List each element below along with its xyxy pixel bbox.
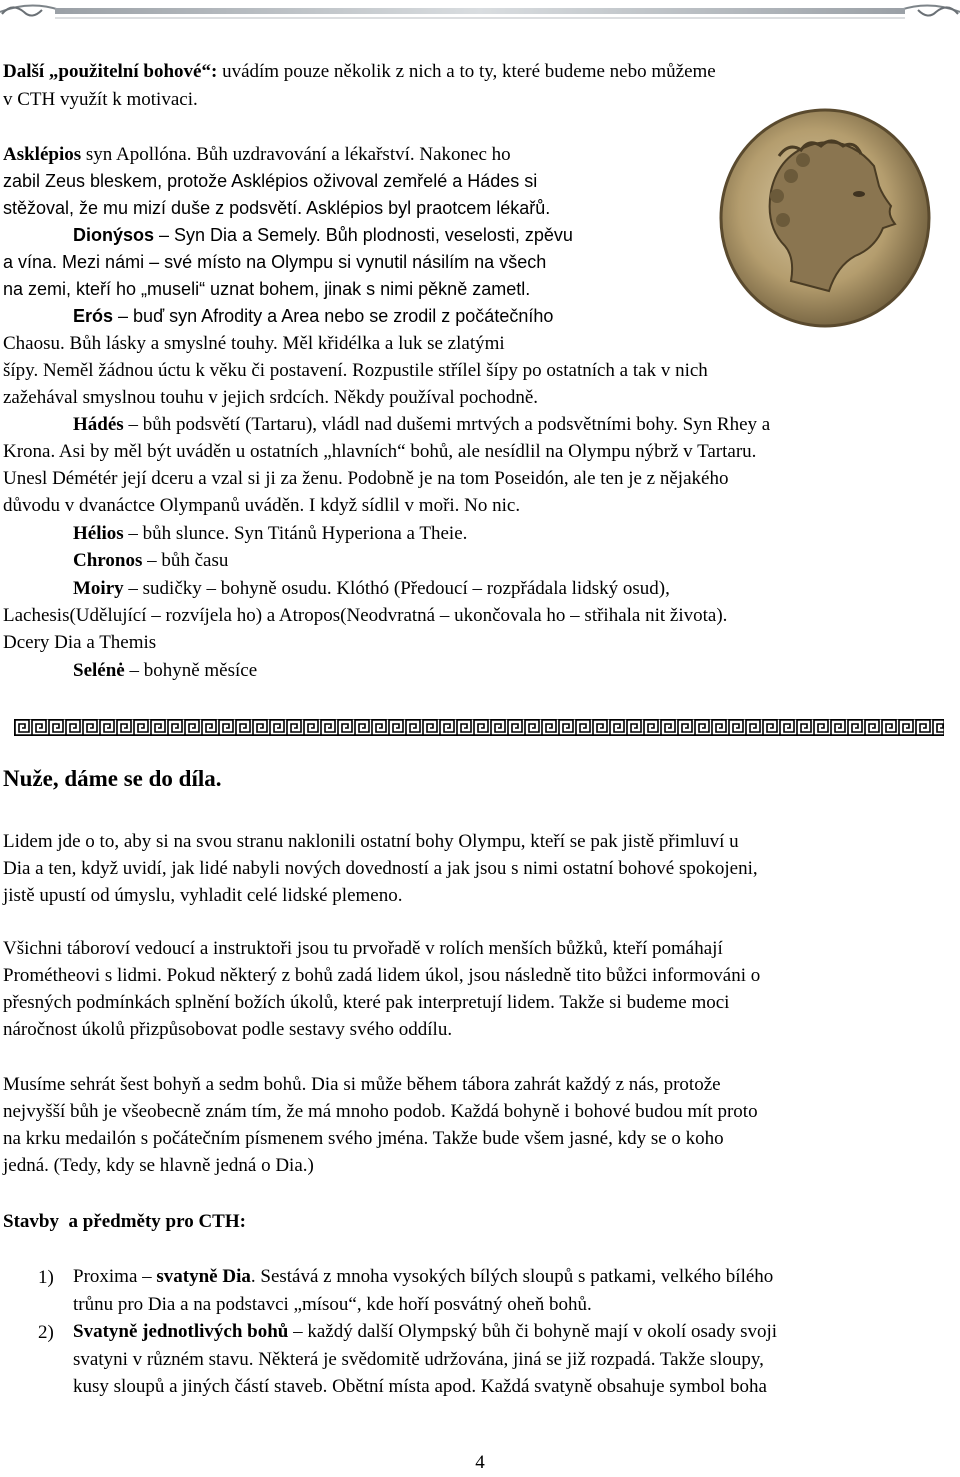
eros-line3: šípy. Neměl žádnou úctu k věku či postavení. Rozpustile střílel šípy po ostatních a tak v nich bbox=[3, 360, 708, 381]
paragraph-line: přesných podmínkách splnění božích úkolů, které pak interpretují lidem. Takže si budeme moci bbox=[3, 992, 730, 1013]
god-name-hades: Hádés bbox=[73, 414, 124, 435]
paragraph-line: jistě upustí od úmyslu, vyhladit celé lidské plemeno. bbox=[3, 885, 403, 906]
selene-line: Selénė – bohyně měsíce bbox=[73, 660, 258, 681]
moiry-line3: Dcery Dia a Themis bbox=[3, 632, 157, 653]
gods-intro-line1: Další „použitelní bohové“: uvádím pouze několik z nich a to ty, které budeme nebo můžeme bbox=[3, 61, 716, 82]
paragraph-line: na krku medailón s počátečním písmenem svého jména. Takže bude všem jasné, kdy se o koho bbox=[3, 1128, 724, 1149]
eros-line2: Chaosu. Bůh lásky a smyslné touhy. Měl křidélka a luk se zlatými bbox=[3, 333, 505, 354]
asklepios-line1: Asklépios syn Apollóna. Bůh uzdravování a lékařství. Nakonec ho bbox=[3, 144, 511, 165]
helios-line: Hélios – bůh slunce. Syn Titánů Hyperiona a Theie. bbox=[73, 523, 468, 544]
god-name-chronos: Chronos bbox=[73, 550, 143, 571]
dionysos-line3: na zemi, kteří ho „museli“ uznat bohem, jinak s nimi pěkně zametl. bbox=[3, 279, 531, 299]
page-number: 4 bbox=[475, 1452, 485, 1473]
paragraph-3 bbox=[3, 1071, 948, 1179]
god-name-dionysos: Dionýsos bbox=[73, 225, 155, 245]
god-name-eros: Erós bbox=[73, 306, 114, 326]
list-item-line: kusy sloupů a jiných částí staveb. Obětní místa apod. Každá svatyně obsahuje symbol boha bbox=[73, 1376, 767, 1397]
paragraph-2 bbox=[3, 935, 948, 1043]
section-heading: Nuže, dáme se do díla. bbox=[3, 766, 222, 791]
chronos-line: Chronos – bůh času bbox=[73, 550, 229, 571]
paragraph-line: Musíme sehrát šest bohyň a sedm bohů. Dia si může během tábora zahrát každý z nás, protože bbox=[3, 1074, 721, 1095]
list-item-line: Proxima – svatyně Dia. Sestává z mnoha vysokých bílých sloupů s patkami, velkého bílého bbox=[73, 1266, 774, 1287]
hades-line2: Krona. Asi by měl být uváděn u ostatních „hlavních“ bohů, ale nesídlil na Olympu nýbrž v Tartaru. bbox=[3, 441, 757, 462]
paragraph-line: Lidem jde o to, aby si na svou stranu naklonili ostatní bohy Olympu, kteří se pak jistě přimluví u bbox=[3, 831, 739, 852]
asklepios-line2: zabil Zeus bleskem, protože Asklépios oživoval zemřelé a Hádes si bbox=[3, 171, 538, 191]
paragraph-line: Prométheovi s lidmi. Pokud některý z bohů zadá lidem úkol, jsou následně tito bůžci informováni o bbox=[3, 965, 761, 986]
greek-meander-divider bbox=[14, 719, 944, 736]
list-item-2 bbox=[73, 1318, 953, 1401]
stavby-heading: Stavby a předměty pro CTH: bbox=[3, 1211, 246, 1232]
paragraph-line: Všichni táboroví vedoucí a instruktoři jsou tu prvořadě v rolích menších bůžků, kteří pomáhají bbox=[3, 938, 723, 959]
hades-line1: Hádés – bůh podsvětí (Tartaru), vládl nad dušemi mrtvých a podsvětními bohy. Syn Rhey a bbox=[73, 414, 771, 435]
list-number-1: 1) bbox=[38, 1267, 54, 1288]
god-name-moiry: Moiry bbox=[73, 578, 124, 599]
paragraph-1 bbox=[3, 828, 948, 909]
coin-portrait-image bbox=[699, 96, 948, 336]
moiry-line1: Moiry – sudičky – bohyně osudu. Klóthó (Předoucí – rozpřádala lidský osud), bbox=[73, 578, 670, 599]
list-item-line: svatyni v různém stavu. Některá je svědomitě udržována, jiná se již rozpadá. Takže sloupy, bbox=[73, 1348, 764, 1370]
gods-intro-line2: v CTH využít k motivaci. bbox=[3, 89, 198, 110]
list-item-line: trůnu pro Dia a na podstavci „mísou“, kde hoří posvátný oheň bohů. bbox=[73, 1293, 592, 1315]
god-name-asklepios: Asklépios bbox=[3, 144, 82, 165]
gods-intro-heading: Další „použitelní bohové“: bbox=[3, 61, 218, 82]
decorative-top-border bbox=[0, 0, 960, 26]
god-name-helios: Hélios bbox=[73, 523, 124, 544]
paragraph-line: jedná. (Tedy, kdy se hlavně jedná o Dia.) bbox=[3, 1155, 314, 1176]
hades-line4: důvodu v dvanáctce Olympanů uváděn. I když sídlil v moři. No nic. bbox=[3, 495, 521, 516]
list-item-1 bbox=[73, 1263, 953, 1318]
eros-line4: zažehával smyslnou touhu v jejich srdcích. Někdy používal pochodně. bbox=[3, 387, 539, 408]
dionysos-line2: a vína. Mezi námi – své místo na Olympu si vynutil násilím na všech bbox=[3, 252, 547, 272]
paragraph-line: Dia a ten, když uvidí, jak lidé nabyli nových dovedností a jak jsou s nimi ostatní bohové spokojeni, bbox=[3, 858, 758, 879]
dionysos-line1: Dionýsos – Syn Dia a Semely. Bůh plodnosti, veselosti, zpěvu bbox=[73, 225, 573, 245]
hades-line3: Unesl Démétér její dceru a vzal si ji za ženu. Podobně je na tom Poseidón, ale ten je z nějakého bbox=[3, 468, 729, 489]
list-number-2: 2) bbox=[38, 1322, 54, 1343]
asklepios-line3: stěžoval, že mu mizí duše z podsvětí. Asklépios byl praotcem lékařů. bbox=[3, 198, 551, 218]
god-name-selene: Selénė bbox=[73, 660, 125, 681]
list-item-line: Svatyně jednotlivých bohů – každý další Olympský bůh či bohyně mají v okolí osady svoji bbox=[73, 1321, 778, 1342]
eros-line1: Erós – buď syn Afrodity a Area nebo se zrodil z počátečního bbox=[73, 306, 554, 326]
moiry-line2: Lachesis(Udělující – rozvíjela ho) a Atropos(Neodvratná – ukončovala ho – střihala nit života). bbox=[3, 605, 728, 626]
paragraph-line: nejvyšší bůh je všeobecně znám tím, že má mnoho podob. Každá bohyně i bohové budou mít proto bbox=[3, 1101, 758, 1122]
paragraph-line: náročnost úkolů přizpůsobovat podle sestavy svého oddílu. bbox=[3, 1019, 453, 1040]
